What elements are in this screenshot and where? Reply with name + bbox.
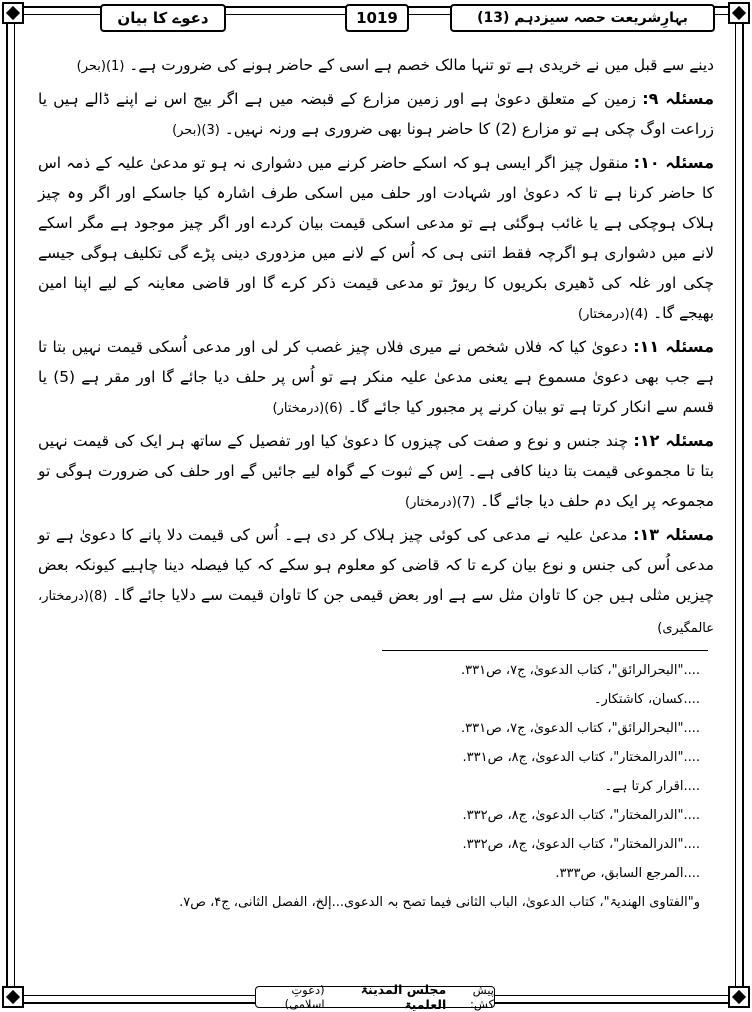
reference-note: (7)(درمختار) — [405, 495, 476, 510]
paragraph — [38, 426, 714, 518]
masala-label: مسئلہ ۱۳: — [633, 525, 714, 544]
masala-label: مسئلہ ۱۱: — [633, 337, 714, 356]
footnote: و"الفتاوی الھندیۃ"، کتاب الدعویٰ، الباب الثانی فیما تصح بہ الدعوی...إلخ، الفصل الثانی، ج۴، ص۷. — [179, 895, 700, 910]
book-title: بہارِشریعت حصہ سیزدہم (13) — [450, 4, 715, 32]
footnote: ...."البحرالرائق"، کتاب الدعویٰ، ج۷، ص۳۳۱. — [460, 721, 700, 736]
footnotes — [38, 656, 714, 917]
paragraph — [38, 332, 714, 424]
reference-note: (4)(درمختار) — [578, 307, 649, 322]
footnote: ...."الدرالمختار"، کتاب الدعویٰ، ج۸، ص۳۳۲. — [462, 837, 700, 852]
corner-ornament — [728, 986, 750, 1008]
paragraph — [38, 50, 714, 82]
corner-ornament — [2, 986, 24, 1008]
paragraph — [38, 520, 714, 644]
paragraph-text: منقول چیز اگر ایسی ہو کہ اسکے حاضر کرنے میں دشواری نہ ہو تو مدعیٰ علیہ کے ذمہ اس کا حاضر کرنا ہے تا کہ دعویٰ اور شہادت اور حلف میں اسکی طرف اشارہ کیا جاسکے اور اگر وہ چیز ہلاک ہوچکی ہے یا غائب ہوگئی ہے تو مدعی اسکی قیمت بیان کردے اور اگر چیز موجود ہے مگر اسکے لانے میں دشواری ہو اگرچہ فقط اتنی ہی کہ اُس کے لانے میں مزدوری دینی پڑے گی تکلیف ہوگی جیسے چکی اور غلہ کی ڈھیری بکریوں کا ریوڑ تو مدعی قیمت ذکر کرے گا اور قاضی معاینہ کے لیے اپنا امین بھیجے گا۔ — [38, 154, 714, 322]
chapter-title: دعوے کا بیان — [100, 4, 226, 32]
footnote: ...."البحرالرائق"، کتاب الدعویٰ، ج۷، ص۳۳۱. — [460, 663, 700, 678]
footnote: ....کسان، کاشتکار۔ — [593, 692, 700, 707]
paragraph-text: چند جنس و نوع و صفت کی چیزوں کا دعویٰ کیا اور تفصیل کے ساتھ ہر ایک کی قیمت نہیں بتا تا مجموعی قیمت بتا دینا کافی ہے۔ اِس کے ثبوت کے گواہ لیے جائیں گے اور حلف کی ضرورت ہوگی تو مجموعہ پر ایک دم حلف دیا جائے گا۔ — [38, 432, 714, 510]
reference-note: (8)(درمختار، عالمگیری) — [38, 589, 714, 636]
page-number: 1019 — [345, 4, 409, 32]
footer-suffix: (دعوتِ اسلامی) — [284, 983, 325, 1011]
masala-label: مسئلہ ۱۲: — [633, 431, 714, 450]
footnote: ....اقرار کرتا ہے۔ — [604, 779, 700, 794]
footnote: ...."الدرالمختار"، کتاب الدعویٰ، ج۸، ص۳۳۱. — [462, 750, 700, 765]
corner-ornament — [728, 2, 750, 24]
masala-label: مسئلہ ۹: — [642, 89, 714, 108]
footnote: ...."الدرالمختار"، کتاب الدعویٰ، ج۸، ص۳۳۲. — [462, 808, 700, 823]
paragraph-text: مدعیٰ علیہ نے مدعی کی کوئی چیز ہلاک کر دی ہے۔ اُس کی قیمت دلا پانے کا دعویٰ ہے تو مدعی اُس کی جنس و نوع بیان کرے تا کہ قاضی کو معلوم ہو سکے کہ کیا فیصلہ دینا چاہیے کیونکہ بعض چیزیں مثلی ہیں جن کا تاوان مثل سے ہے اور بعض قیمی جن کا تاوان قیمت سے دلایا جائے گا۔ — [38, 526, 714, 604]
corner-ornament — [2, 2, 24, 24]
reference-note: (1)(بحر) — [76, 59, 125, 74]
paragraph-text: دینے سے قبل میں نے خریدی ہے تو تنہا مالک خصم ہے اسی کے حاضر ہونے کی ضرورت ہے۔ — [129, 56, 714, 74]
footer-prefix: پیش کش: — [469, 983, 494, 1011]
reference-note: (3)(بحر) — [172, 123, 220, 138]
main-text — [38, 50, 714, 646]
publisher-footer — [255, 982, 495, 1012]
footnote-divider — [382, 650, 708, 651]
paragraph-text: زمین کے متعلق دعویٰ ہے اور زمین مزارع کے قبضہ میں ہے اگر بیج اس نے اپنے ڈالے ہیں یا زراعت اوگ چکی ہے تو مزارع (2) کا حاضر ہونا بھی ضروری ہے ورنہ نہیں۔ — [38, 90, 714, 138]
publisher-name: مجلس المدینۃ العلمیۃ — [360, 982, 447, 1012]
footnote: ....المرجع السابق، ص۳۳۳. — [555, 866, 700, 881]
paragraph-text: دعویٰ کیا کہ فلاں شخص نے میری فلاں چیز غصب کر لی اور مدعی اُسکی قیمت نہیں بتا تا ہے جب بھی دعویٰ مسموع ہے یعنی مدعیٰ علیہ منکر ہے تو اُس پر حلف دیا جائے گا اور مقر ہے (5) یا قسم سے انکار کرتا ہے تو بیان کرنے پر مجبور کیا جائے گا۔ — [38, 338, 714, 416]
reference-note: (6)(درمختار) — [272, 401, 343, 416]
masala-label: مسئلہ ۱۰: — [633, 153, 714, 172]
paragraph — [38, 84, 714, 146]
paragraph — [38, 148, 714, 330]
